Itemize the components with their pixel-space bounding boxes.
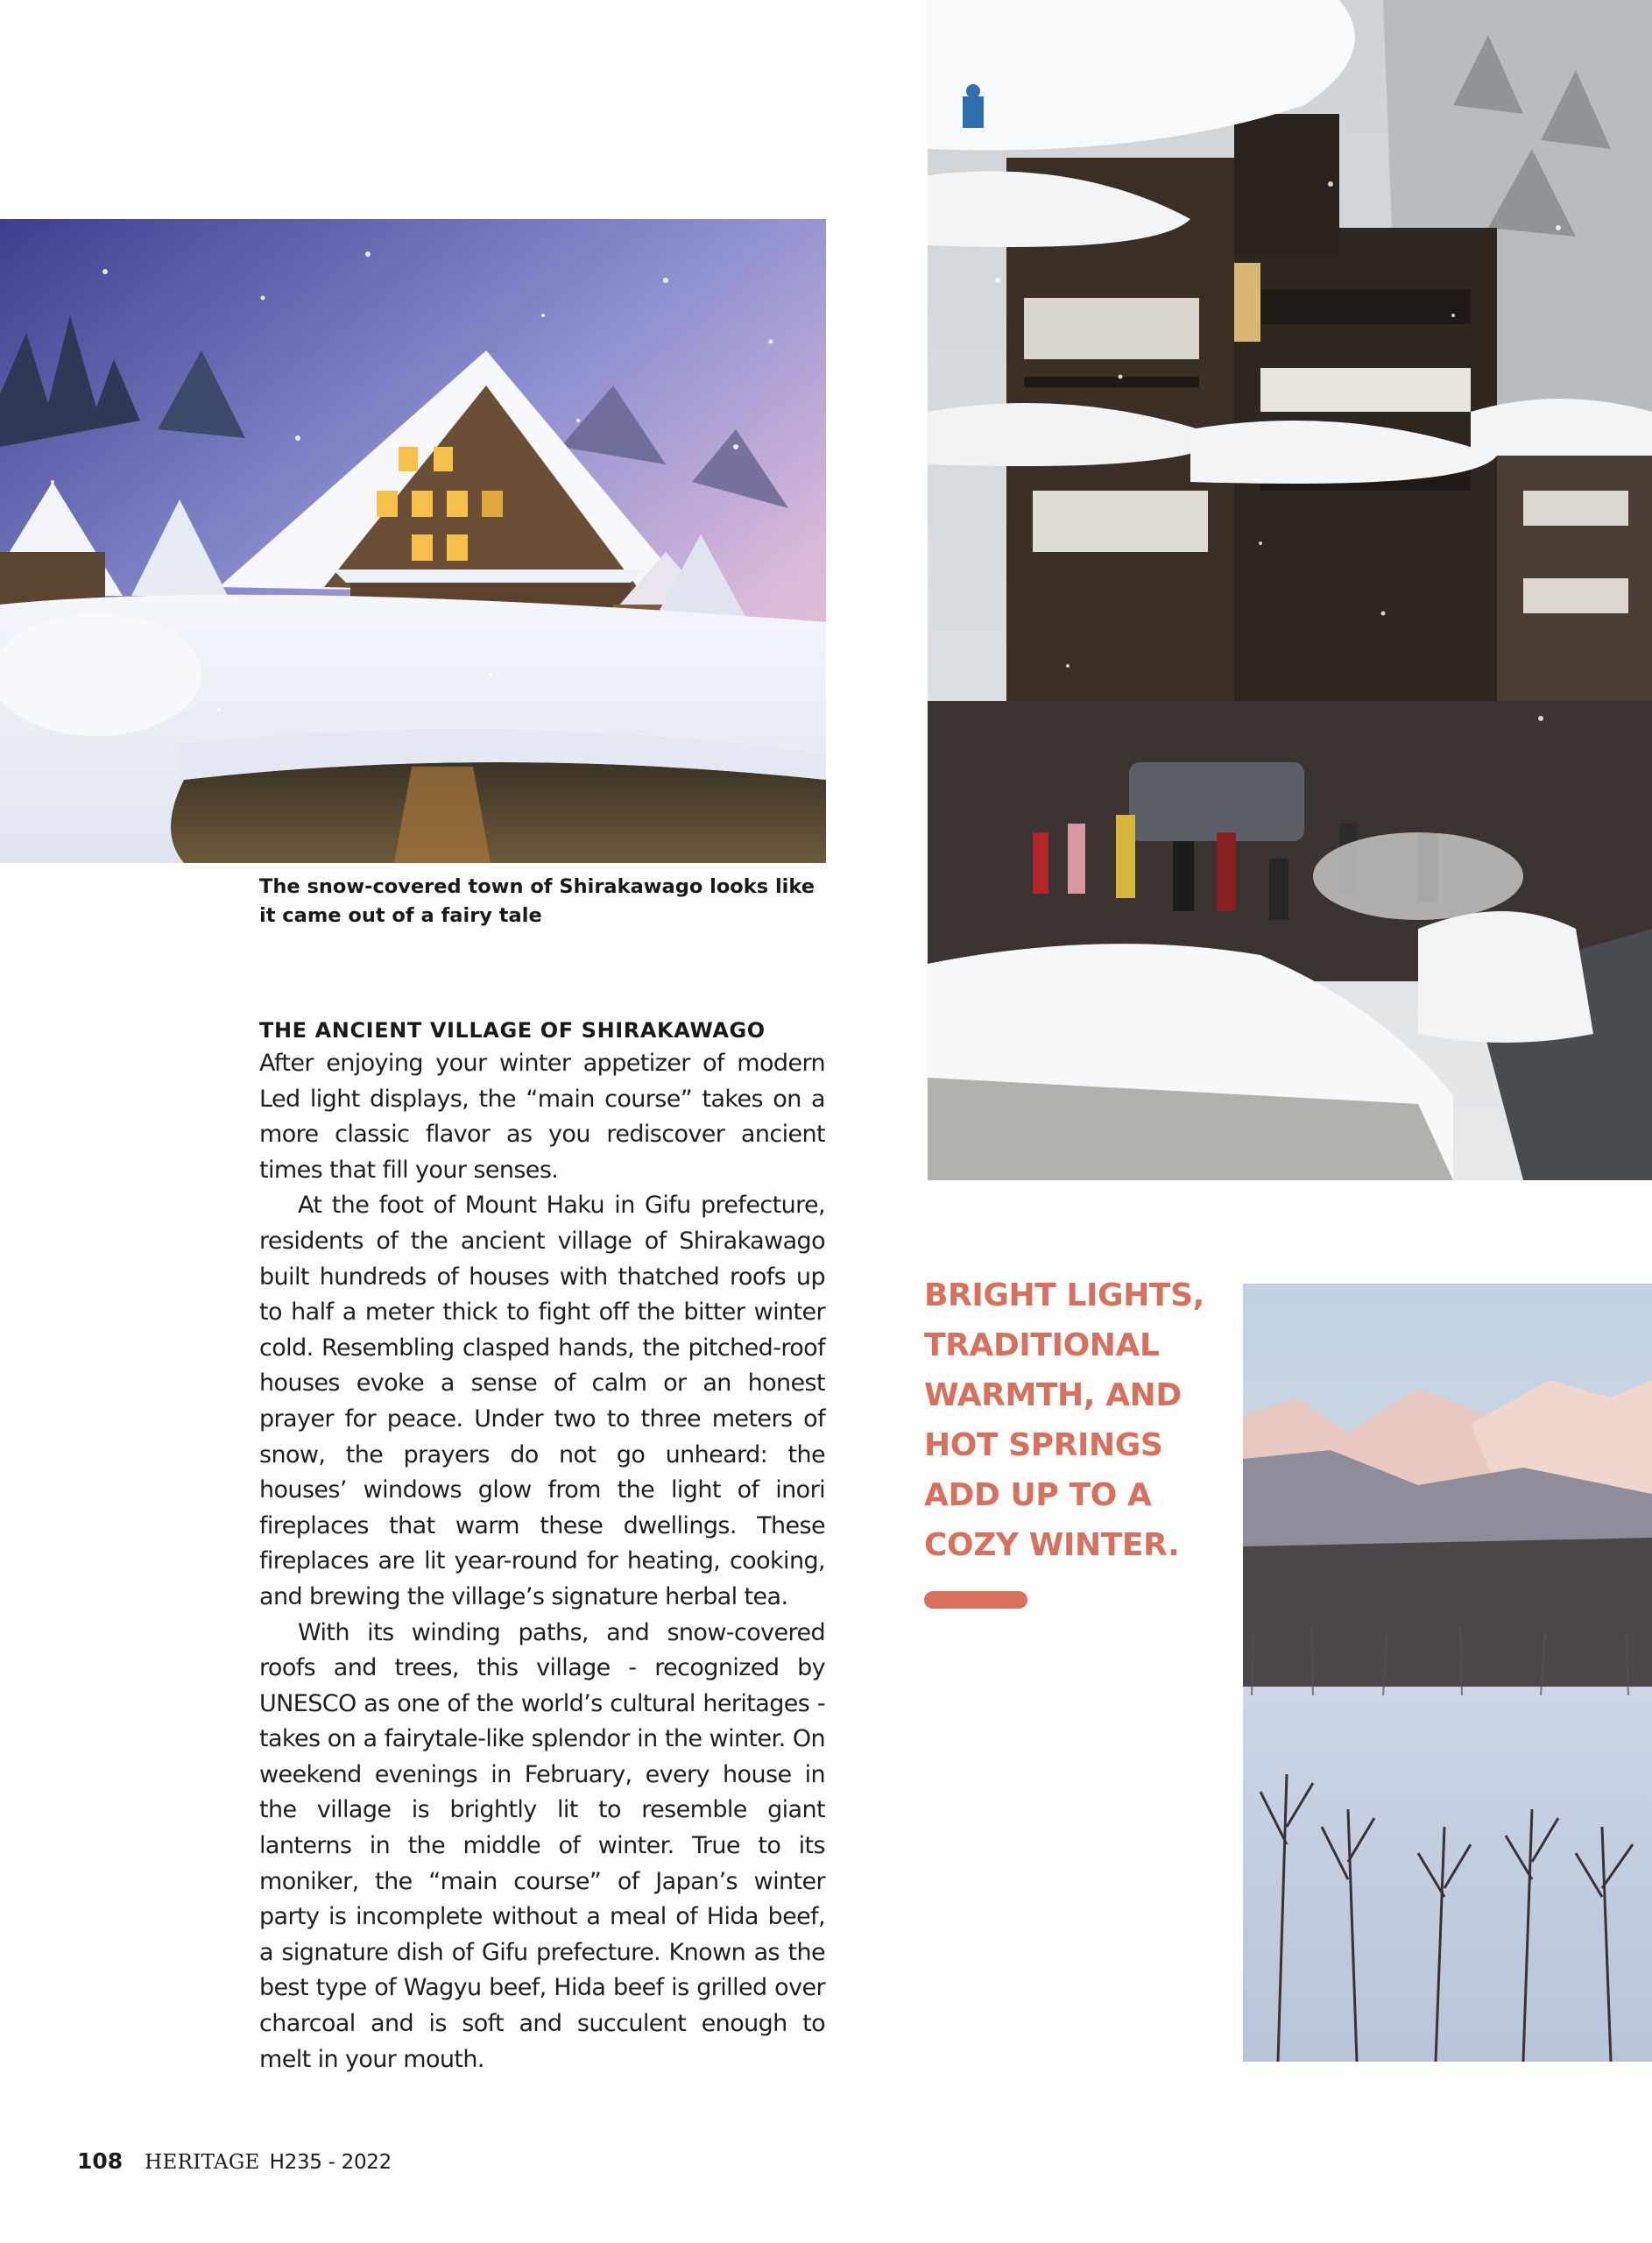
photo-caption: The snow-covered town of Shirakawago looks like it came out of a fairy tale — [259, 875, 815, 927]
page-footer — [77, 2148, 392, 2175]
body-paragraph: With its winding paths, and snow-covered roofs and trees, this village - recognized by UNESCO as one of the world’s cultural heritages - takes on a fairytale-like splendor in the winter. On weekend evenings in February, every house in the village is brightly lit to resemble giant lanterns in the middle of winter. True to its moniker, the “main course” of Japan’s winter party is incomplete without a meal of Hida beef, a signature dish of Gifu prefecture. Known as the best type of Wagyu beef, Hida beef is grilled over charcoal and is soft and succulent enough to melt in your mouth. — [259, 1618, 825, 2073]
issue-label: H235 - 2022 — [269, 2151, 392, 2174]
magazine-name: HERITAGE — [145, 2151, 260, 2174]
pull-quote-line: ADD UP TO A — [924, 1477, 1152, 1513]
body-paragraph: After enjoying your winter appetizer of modern Led light displays, the “main course” takes on a more classic flavor as you rediscover ancient times that fill your senses. — [259, 1050, 825, 1184]
alps-photo-art — [1243, 1284, 1652, 2062]
body-paragraph: At the foot of Mount Haku in Gifu prefecture, residents of the ancient village of Shirakawago built hundreds of houses with thatched roofs up to half a meter thick to fight off the bitter winter cold. Resembling clasped hands, the pitched-roof houses evoke a sense of calm or an honest prayer for peace. Under two to three meters of snow, the prayers do not go unheard: the houses’ windows glow from the light of inori fireplaces that warm these dwellings. These fireplaces are lit year-round for heating, cooking, and brewing the village’s signature herbal tea. — [259, 1192, 825, 1610]
pull-quote-line: WARMTH, AND — [924, 1377, 1182, 1413]
article-body — [259, 1046, 825, 2077]
page-number: 108 — [77, 2148, 124, 2174]
ginzan-onsen-photo — [928, 0, 1652, 1180]
section-heading: THE ANCIENT VILLAGE OF SHIRAKAWAGO — [259, 1018, 766, 1043]
pull-quote — [924, 1270, 1222, 1570]
pull-quote-line: COZY WINTER. — [924, 1527, 1180, 1563]
pull-quote-line: HOT SPRINGS — [924, 1427, 1163, 1463]
pull-quote-line: TRADITIONAL — [924, 1327, 1160, 1363]
shirakawago-photo — [0, 219, 826, 863]
ginzan-onsen-photo-art — [928, 0, 1652, 1180]
shirakawago-photo-art — [0, 219, 826, 863]
alps-photo — [1243, 1284, 1652, 2062]
pull-quote-line: BRIGHT LIGHTS, — [924, 1277, 1204, 1313]
pull-quote-accent-bar — [924, 1591, 1027, 1609]
